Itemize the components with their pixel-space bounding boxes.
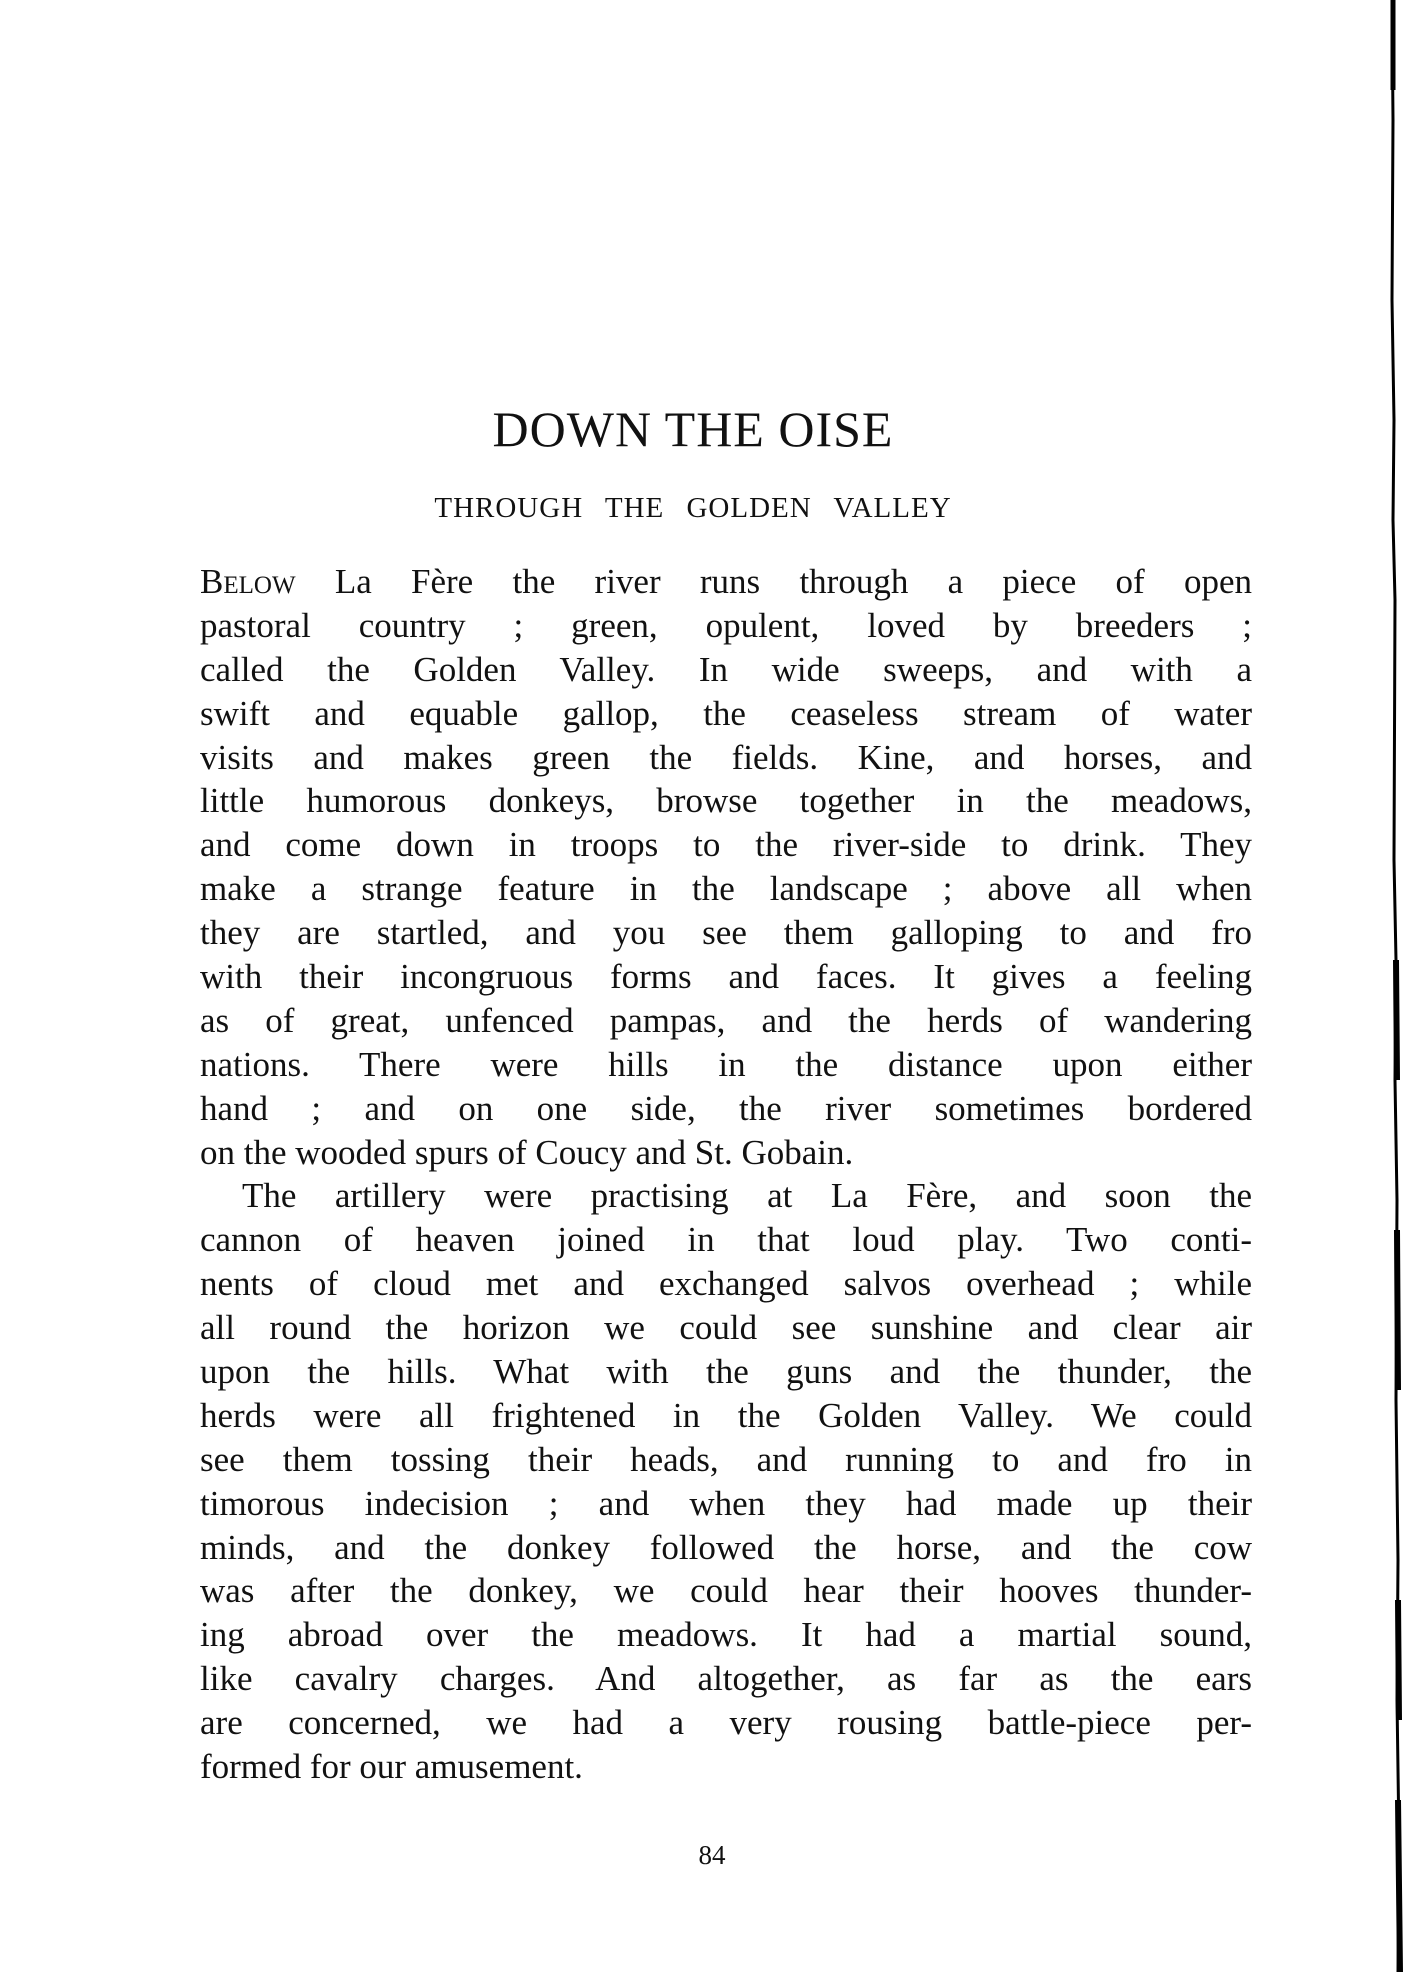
text-line: formed for our amusement. (200, 1747, 583, 1787)
text-line: as of great, unfenced pampas, and the herds of wandering (200, 1000, 1252, 1040)
text-line: little humorous donkeys, browse together in the meadows, (200, 781, 1252, 821)
text-line: and come down in troops to the river-side to drink. They (200, 825, 1252, 865)
page-binding-edge (1380, 0, 1426, 1972)
text-line: called the Golden Valley. In wide sweeps, and with a (200, 649, 1252, 689)
page-number: 84 (698, 1840, 726, 1870)
text-line: nations. There were hills in the distance upon either (200, 1044, 1252, 1084)
body-text (200, 560, 1252, 1789)
chapter-title: DOWN THE OISE (492, 401, 894, 457)
text-line: herds were all frightened in the Golden Valley. We could (200, 1395, 1252, 1435)
text-line: on the wooded spurs of Coucy and St. Gobain. (200, 1132, 854, 1172)
text-line: all round the horizon we could see sunshine and clear air (200, 1308, 1252, 1348)
text-line: see them tossing their heads, and running to and fro in (200, 1439, 1252, 1479)
text-line: cannon of heaven joined in that loud play. Two conti- (200, 1220, 1252, 1260)
section-subtitle: THROUGH THE GOLDEN VALLEY (434, 492, 952, 524)
text-line: The artillery were practising at La Fère, and soon the (242, 1176, 1252, 1216)
text-line: like cavalry charges. And altogether, as far as the ears (200, 1659, 1252, 1699)
text-line: pastoral country ; green, opulent, loved by breeders ; (200, 605, 1252, 645)
text-line: was after the donkey, we could hear their hooves thunder- (200, 1571, 1252, 1611)
text-line: they are startled, and you see them galloping to and fro (200, 913, 1252, 953)
text-line: visits and makes green the fields. Kine, and horses, and (200, 737, 1252, 777)
text-line: swift and equable gallop, the ceaseless stream of water (200, 693, 1252, 733)
text-line: are concerned, we had a very rousing battle-piece per- (200, 1703, 1252, 1743)
text-line: hand ; and on one side, the river sometimes bordered (200, 1088, 1252, 1128)
text-line: upon the hills. What with the guns and the thunder, the (200, 1352, 1252, 1392)
text-line: nents of cloud met and exchanged salvos overhead ; while (200, 1264, 1252, 1304)
text-line: make a strange feature in the landscape ; above all when (200, 869, 1252, 909)
text-line: timorous indecision ; and when they had made up their (200, 1483, 1252, 1523)
lead-word: Below (200, 562, 296, 601)
text-line: minds, and the donkey followed the horse, and the cow (200, 1527, 1252, 1567)
text-line-content: La Fère the river runs through a piece of open (295, 562, 1252, 601)
text-line: ing abroad over the meadows. It had a martial sound, (200, 1615, 1252, 1655)
text-line: with their incongruous forms and faces. It gives a feeling (200, 957, 1252, 997)
text-line (200, 560, 1252, 604)
